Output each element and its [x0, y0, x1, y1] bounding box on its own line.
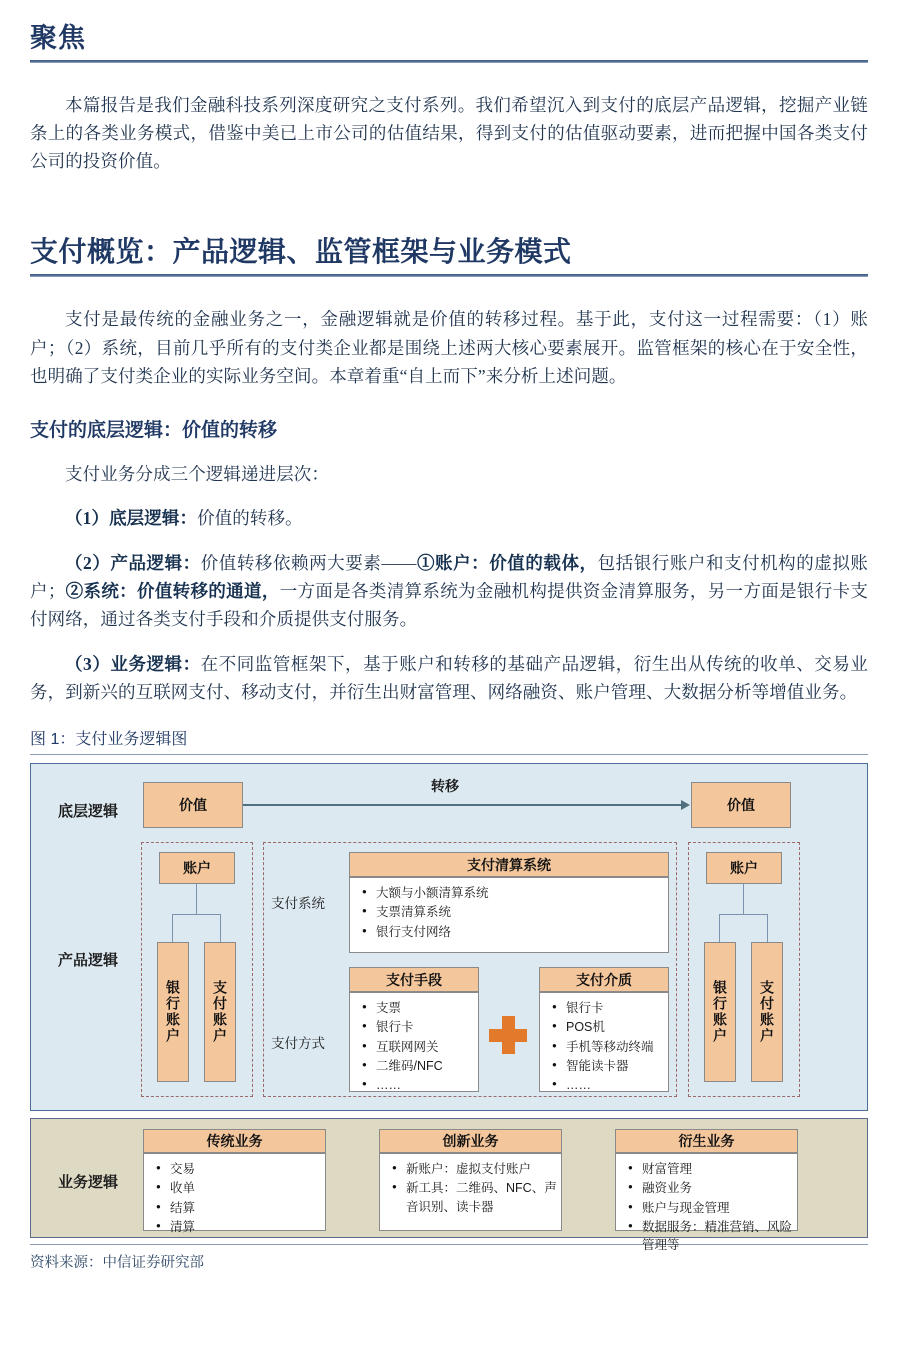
account-root-right: 账户 [706, 852, 782, 884]
pay-medium-item: ● 智能读卡器 [566, 1057, 664, 1075]
pay-means-title: 支付手段 [349, 967, 479, 992]
list-item-3 [30, 650, 868, 707]
account-right-connector-drop-1 [719, 914, 720, 942]
page-title: 聚焦 [30, 23, 86, 53]
business-body-derivative [615, 1153, 798, 1252]
diagram-lower-panel [30, 1118, 868, 1252]
side-label-payment-system: 支付系统 [271, 896, 325, 912]
business-item: ● 新账户：虚拟支付账户 [406, 1160, 557, 1178]
plus-icon [489, 1016, 527, 1054]
section-lead: 支付业务分成三个逻辑递进层次： [65, 463, 329, 484]
pay-medium-item: ● 银行卡 [566, 999, 664, 1017]
list-item-3-text: 在不同监管框架下，基于账户和转移的基础产品逻辑，衍生出从传统的收单、交易业务，到新兴的互联网支付、移动支付，并衍生出财富管理、网络融资、账户管理、大数据分析等增值业务。 [30, 653, 868, 702]
business-body-innovative [379, 1153, 562, 1231]
list-item-1-label: 底层逻辑： [109, 508, 198, 529]
list-item-1-text: 价值的转移。 [197, 508, 303, 529]
list-item-2-bold-b: ②系统：价值转移的通道， [65, 580, 280, 601]
transfer-arrow-line [243, 804, 683, 806]
list-item-3-label: 业务逻辑： [110, 653, 201, 674]
section-title: 支付的底层逻辑：价值的转移 [30, 420, 278, 442]
figure-top-rule [30, 754, 868, 755]
pay-means-item: ● 二维码/NFC [376, 1057, 474, 1075]
pay-means-body [349, 992, 479, 1092]
figure-caption: 图 1：支付业务逻辑图 [30, 731, 188, 749]
pay-medium-body [539, 992, 669, 1092]
list-item-2-label: 产品逻辑： [110, 552, 201, 573]
pay-medium-item: ● …… [566, 1076, 664, 1094]
business-item: ● 清算 [170, 1218, 321, 1236]
pay-means-item: ● …… [376, 1076, 474, 1094]
business-item: ● 融资业务 [642, 1179, 793, 1197]
account-left-connector-drop-2 [220, 914, 221, 942]
row-label-business-logic: 业务逻辑 [57, 1174, 118, 1192]
list-item-2-text-b: 包括银行账户和支付机构的虚拟账户； [30, 552, 869, 601]
pay-medium-title: 支付介质 [539, 967, 669, 992]
side-label-payment-method: 支付方式 [271, 1036, 325, 1052]
pay-means-item: ● 银行卡 [376, 1018, 474, 1036]
account-left-child-pay: 支付账户 [204, 942, 236, 1082]
list-item-2-text-a: 价值转移依赖两大要素—— [200, 552, 417, 573]
business-item: ● 结算 [170, 1199, 321, 1217]
chapter-paragraph: 支付是最传统的金融业务之一，金融逻辑就是价值的转移过程。基于此，支付这一过程需要：（1）账户；（2）系统，目前几乎所有的支付类企业都是围绕上述两大核心要素展开。监管框架的核心在于安全性，也明确了支付类企业的实际业务空间。本章着重“自上而下”来分析上述问题。 [30, 309, 868, 386]
account-right-child-pay: 支付账户 [751, 942, 783, 1082]
clearing-system-body [349, 877, 669, 953]
account-right-connector-drop-2 [767, 914, 768, 942]
transfer-label: 转移 [431, 778, 459, 795]
business-item: ● 财富管理 [642, 1160, 793, 1178]
payment-logic-diagram [30, 763, 868, 1252]
business-item: ● 交易 [170, 1160, 321, 1178]
value-box-right: 价值 [691, 782, 791, 828]
list-item-2 [30, 549, 868, 634]
pay-medium-item: ● POS机 [566, 1018, 664, 1036]
clearing-item: ● 支票清算系统 [376, 903, 664, 921]
transfer-arrow-head [681, 800, 690, 810]
business-item: ● 账户与现金管理 [642, 1199, 793, 1217]
account-left-connector-drop-1 [172, 914, 173, 942]
list-item-2-bold-a: ①账户：价值的载体， [416, 552, 598, 573]
list-item-1 [30, 504, 868, 532]
account-right-connector-stem [743, 884, 744, 914]
account-left-child-bank: 银行账户 [157, 942, 189, 1082]
pay-means-item: ● 支票 [376, 999, 474, 1017]
clearing-system-title: 支付清算系统 [349, 852, 669, 877]
pay-means-item: ● 互联网网关 [376, 1038, 474, 1056]
figure-source: 资料来源：中信证券研究部 [30, 1255, 204, 1272]
value-box-left: 价值 [143, 782, 243, 828]
row-label-bottom-logic: 底层逻辑 [57, 803, 118, 821]
account-right-child-bank: 银行账户 [704, 942, 736, 1082]
business-body-traditional [143, 1153, 326, 1234]
list-item-2-num: （2） [65, 552, 111, 573]
account-right-connector-bar [719, 914, 768, 915]
account-root-left: 账户 [159, 852, 235, 884]
business-title-traditional: 传统业务 [143, 1129, 326, 1153]
list-item-2-text-c: 一方面是各类清算系统为金融机构提供资金清算服务，另一方面是银行卡支付网络，通过各类支付手段和介质提供支付服务。 [30, 580, 868, 630]
clearing-item: ● 大额与小额清算系统 [376, 884, 664, 902]
business-item: ● 收单 [170, 1179, 321, 1197]
business-title-innovative: 创新业务 [379, 1129, 562, 1153]
clearing-item: ● 银行支付网络 [376, 923, 664, 941]
list-item-1-num: （1） [65, 508, 110, 529]
diagram-upper-panel [30, 763, 868, 1111]
business-item: ● 数据服务：精准营销、风险管理等 [642, 1218, 793, 1254]
intro-paragraph: 本篇报告是我们金融科技系列深度研究之支付系列。我们希望沉入到支付的底层产品逻辑，挖掘产业链条上的各类业务模式，借鉴中美已上市公司的估值结果，得到支付的估值驱动要素，进而把握中国各类支付公司的投资价值。 [30, 94, 868, 172]
account-left-connector-bar [172, 914, 221, 915]
pay-medium-item: ● 手机等移动终端 [566, 1038, 664, 1056]
account-left-connector-stem [196, 884, 197, 914]
chapter-title: 支付概览：产品逻辑、监管框架与业务模式 [30, 235, 572, 267]
business-title-derivative: 衍生业务 [615, 1129, 798, 1153]
row-label-product-logic: 产品逻辑 [57, 952, 118, 970]
business-item: ● 新工具：二维码、NFC、声音识别、读卡器 [406, 1179, 557, 1215]
list-item-3-num: （3） [65, 653, 111, 674]
